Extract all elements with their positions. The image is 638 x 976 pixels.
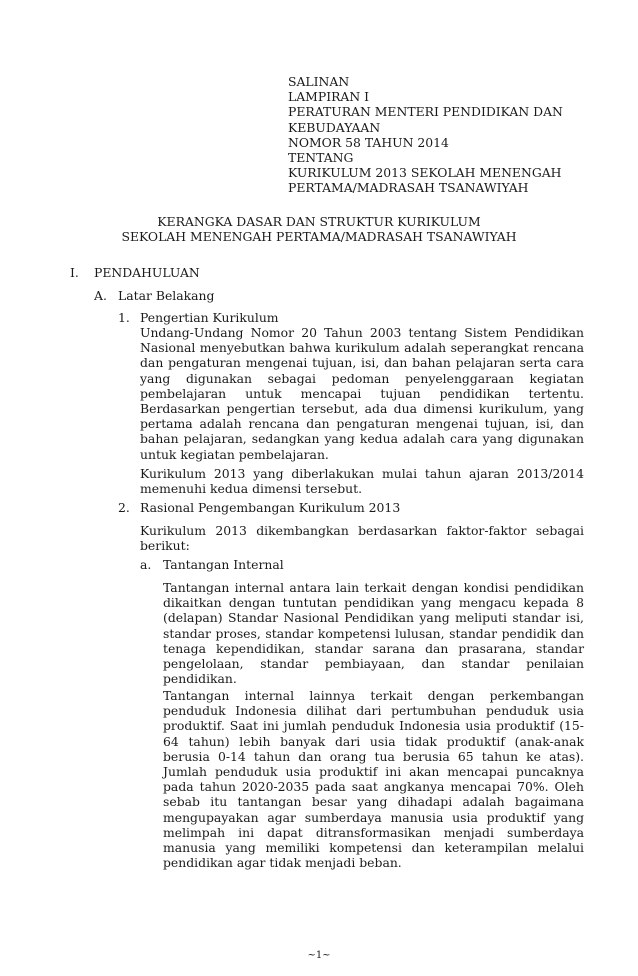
section-heading: PENDAHULUAN xyxy=(94,265,200,280)
item-heading: Rasional Pengembangan Kurikulum 2013 xyxy=(140,500,401,515)
page-number: ~1~ xyxy=(307,950,331,961)
header-line: SALINAN xyxy=(288,74,350,89)
section-number: I. xyxy=(70,265,79,280)
header-line: TENTANG xyxy=(288,150,354,166)
document-header xyxy=(288,74,588,196)
subitem-heading: Tantangan Internal xyxy=(163,557,284,572)
paragraph: Kurikulum 2013 yang diberlakukan mulai tahun ajaran 2013/2014 memenuhi kedua dimensi tersebut. xyxy=(140,466,584,497)
subitem-letter: a. xyxy=(140,557,152,572)
header-line: PERATURAN MENTERI PENDIDIKAN DAN xyxy=(288,104,563,120)
title-line: KERANGKA DASAR DAN STRUKTUR KURIKULUM xyxy=(157,214,481,229)
paragraph: Tantangan internal antara lain terkait dengan kondisi pendidikan dikaitkan dengan tuntutan pendidikan yang mengacu kepada 8 (delapan) Standar Nasional Pendidikan yang meliputi standar isi, standar proses, standar kompetensi lulusan, standar pendidik dan tenaga kependidikan, standar sarana dan prasarana, standar pengelolaan, standar pembiayaan, dan standar penilaian pendidikan. xyxy=(163,580,584,687)
header-line: LAMPIRAN I xyxy=(288,89,370,105)
document-title xyxy=(0,214,638,244)
header-line: NOMOR 58 TAHUN 2014 xyxy=(288,134,449,150)
item-heading: Pengertian Kurikulum xyxy=(140,310,279,325)
header-line: KEBUDAYAAN xyxy=(288,119,381,135)
subsection-heading: Latar Belakang xyxy=(118,288,215,303)
paragraph: Undang-Undang Nomor 20 Tahun 2003 tentang Sistem Pendidikan Nasional menyebutkan bahwa kurikulum adalah seperangkat rencana dan pengaturan mengenai tujuan, isi, dan bahan pelajaran serta cara yang digunakan sebagai pedoman penyelenggaraan kegiatan pembelajaran untuk mencapai tujuan pendidikan tertentu. Berdasarkan pengertian tersebut, ada dua dimensi kurikulum, yang pertama adalah rencana dan pengaturan mengenai tujuan, isi, dan bahan pelajaran, sedangkan yang kedua adalah cara yang digunakan untuk kegiatan pembelajaran. xyxy=(140,325,584,462)
header-line: KURIKULUM 2013 SEKOLAH MENENGAH xyxy=(288,165,562,181)
title-line: SEKOLAH MENENGAH PERTAMA/MADRASAH TSANAWIYAH xyxy=(121,229,517,245)
subsection-letter: A. xyxy=(94,288,107,303)
item-number: 2. xyxy=(118,500,130,515)
paragraph: Kurikulum 2013 dikembangkan berdasarkan faktor-faktor sebagai berikut: xyxy=(140,523,584,554)
paragraph: Tantangan internal lainnya terkait dengan perkembangan penduduk Indonesia dilihat dari pertumbuhan penduduk usia produktif. Saat ini jumlah penduduk Indonesia usia produktif (15-64 tahun) lebih banyak dari usia tidak produktif (anak-anak berusia 0-14 tahun dan orang tua berusia 65 tahun ke atas). Jumlah penduduk usia produktif ini akan mencapai puncaknya pada tahun 2020-2035 pada saat angkanya mencapai 70%. Oleh sebab itu tantangan besar yang dihadapi adalah bagaimana mengupayakan agar sumberdaya manusia usia produktif yang melimpah ini dapat ditransformasikan menjadi sumberdaya manusia yang memiliki kompetensi dan keterampilan melalui pendidikan agar tidak menjadi beban. xyxy=(163,688,584,871)
item-number: 1. xyxy=(118,310,130,325)
header-line: PERTAMA/MADRASAH TSANAWIYAH xyxy=(288,180,529,196)
